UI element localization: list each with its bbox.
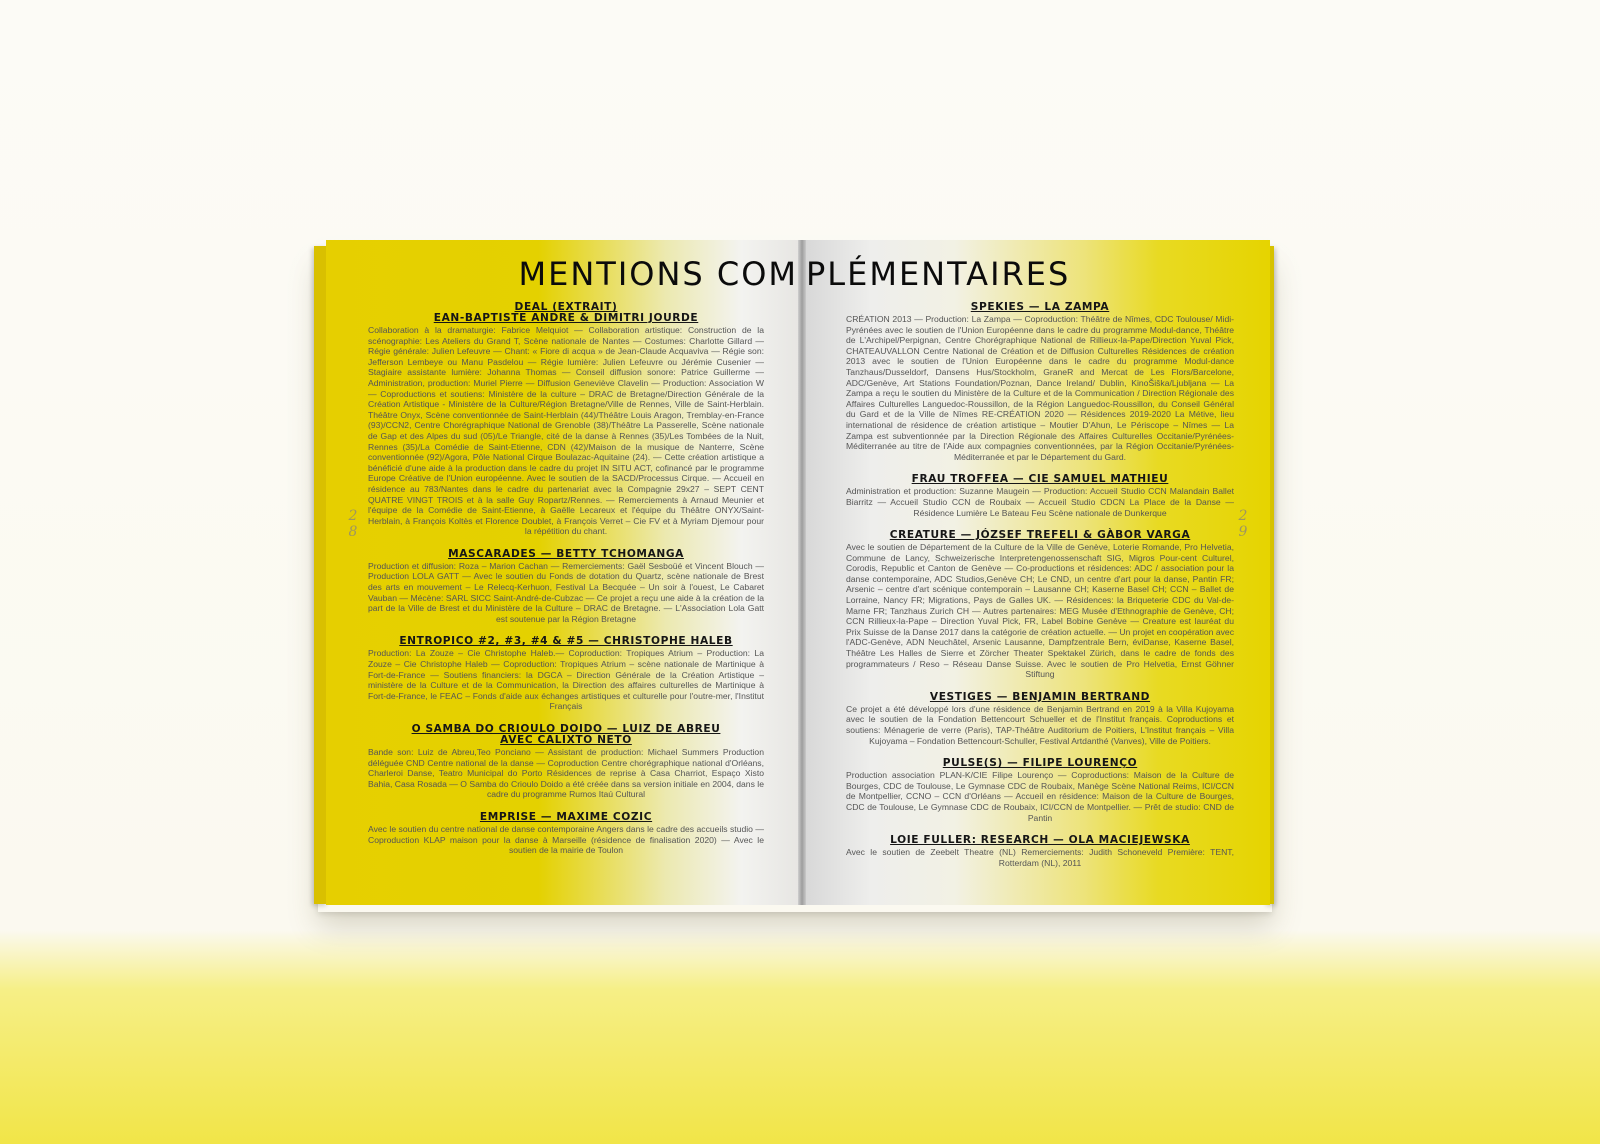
page-number-right	[1236, 508, 1250, 540]
credit-section	[846, 835, 1234, 868]
credit-section	[846, 692, 1234, 746]
section-title: LOIE FULLER: RESEARCH — OLA MACIEJEWSKA	[890, 834, 1190, 847]
credit-section	[368, 812, 764, 856]
section-body: Avec le soutien de Département de la Culture de la Ville de Genève, Loterie Romande, Pro Helvetia, Commune de Lancy, Schweizerische Interpretengenossenschaft SIG, Migros Pour-cent Culturel, Corodis, Republic et Canton de Genève — Co-productions et résidences: ADC / association pour la danse contemporaine, ADC Studios,Genève CH; Le CND, un centre d'art pour la danse, Pantin FR; Arsenic – centre d'art scénique contemporain – Lausanne CH; Kaserne Basel CH; CCN – Ballet de Lorraine, Nancy FR; Migrations, Pays de Galles UK. — Résidences: la Briqueterie CDC du Val-de-Marne FR; Tanzhaus Zurich CH — Autres partenaires: MEG Musée d'Ethnographie de Genève, CH; CCN Rillieux-la-Pape – Direction Yuval Pick, FR, Label Bobine Genève — Creature est lauréat du Prix Suisse de la Danse 2017 dans la catégorie de création actuelle. — Un projet en coopération avec l'ADC-Genève, ADN Neuchâtel, Arsenic Lausanne, Dampfzentrale Bern, éviDanse, Kaserne Basel, Théâtre Les Halles de Sierre et Zörcher Theater Spektakel Zürich, dans le cadre de fonds des programmateurs / Reso – Réseau Danse Suisse. Avec le soutien de Pro Helvetia, Ernst Göhner Stiftung	[846, 542, 1234, 680]
right-credits-column	[846, 302, 1234, 880]
section-body: Bande son: Luiz de Abreu,Teo Ponciano — Assistant de production: Michael Summers Production déléguée CND Centre national de la danse — Coproduction Centre chorégraphique national d'Orléans, Charleroi Danse, Teatro Municipal do Porto Résidences de reprise à Casa Charriot, Espaço Xisto Bahia, Casa Rosada — O Samba do Crioulo Doido a été créée dans sa version initiale en 2004, dans le cadre du programme Rumos Itaú Cultural	[368, 747, 764, 800]
section-body: Production et diffusion: Roza – Marion Cachan — Remerciements: Gaël Sesboüé et Vincent Blouch — Production LOLA GATT — Avec le soutien du Fonds de dotation du Quartz, scène nationale de Brest des arts en mouvement – Le Relecq-Kerhuon, Festival La Becquée – Un soir à l'ouest, Le Cabaret Vauban — Mécène: SARL SICC Saint-André-de-Cubzac — Ce projet a reçu une aide à la création de la part de la Ville de Brest et du Ministère de la Culture – DRAC de Bretagne. — L'Association Lola Gatt est soutenue par la Région Bretagne	[368, 560, 764, 624]
page-number-digit: 2	[348, 508, 358, 524]
section-title: O SAMBA DO CRIOULO DOIDO — LUIZ DE ABREU	[411, 723, 721, 735]
section-title: CREATURE — JÓZSEF TREFELI & GÀBOR VARGA	[889, 529, 1191, 542]
section-body: Production: La Zouze – Cie Christophe Haleb.— Coproduction: Tropiques Atrium – Production: La Zouze – Cie Christophe Haleb — Coproduction: Tropiques Atrium – scène nationale de Martinique à Fort-de-France — Soutiens financiers: la DGCA – Direction Générale de la Création Artistique – ministère de la Culture et de la Communication, la Direction des affaires culturelles de Martinique à Fort-de-France, le FEAC – Fonds d'aide aux échanges artistiques et culturelle pour l'outre-mer, l'Institut Français	[368, 648, 764, 712]
credit-section	[368, 636, 764, 712]
section-body: Production association PLAN-K/CIE Filipe Lourenço — Coproductions: Maison de la Culture de Bourges, CDC de Toulouse, Le Gymnase CDC de Roubaix, Manège Scène National Reims, ICI/CCN de Montpellier, CCNO – CCN d'Orléans — Accueil en résidence: Maison de la Culture de Bourges, CDC de Toulouse, Le Gymnase CDC de Roubaix, ICI/CCN de Montpellier. — Prêt de studio: CND de Pantin	[846, 770, 1234, 823]
page-title-left: MENTIONS COM	[518, 255, 798, 293]
credit-section	[368, 724, 764, 800]
page-number-left	[346, 508, 360, 540]
section-title: EMPRISE — MAXIME COZIC	[479, 810, 653, 823]
open-booklet	[314, 240, 1274, 905]
right-page	[806, 240, 1270, 905]
page-number-digit: 2	[1238, 508, 1248, 524]
left-credits-column	[368, 302, 764, 868]
section-body: CRÉATION 2013 — Production: La Zampa — Coproduction: Théâtre de Nîmes, CDC Toulouse/ Midi- Pyrénées avec le soutien de l'Union Européenne dans le cadre du programme Modul-dance, Théâtre de L'Archipel/Perpignan, Centre Chorégraphique National de Rillieux-la-Pape/Direction Yuval Pick, CHATEAUVALLON Centre National de Création et de Diffusion Culturelles Résidences de création 2013 avec le soutien de l'Union Européenne dans le cadre du programme Modul-dance Tanzhaus/Dusseldorf, Dansens Hus/Stockholm, GraneR and Mercat de Les Flors/Barcelone, ADC/Genève, Art Stations Foundation/Poznan, Dance Ireland/ Dublin, KinoŠiška/Ljubljana — La Zampa a reçu le soutien du Ministère de la Culture et de la Communication / Direction Régionale des Affaires Culturelles Languedoc-Roussillon, de la Région Languedoc-Roussillon, du Conseil Général du Gard et de la Ville de Nîmes RE-CRÉATION 2020 — Résidences 2019-2020 La Métive, lieu international de résidence de création artistique – Moutier D'Ahun, Le Périscope – Nîmes — La Zampa est subventionnée par la Direction Régionale des Affaires Culturelles Occitanie/Pyrénées-Méditerranée au titre de l'Aide aux compagnies conventionnées, par la Région Occitanie/Pyrénées-Méditerranée et par le Département du Gard.	[846, 314, 1234, 462]
section-title: SPEKIES — LA ZAMPA	[970, 301, 1110, 313]
section-body: Ce projet a été développé lors d'une résidence de Benjamin Bertrand en 2019 à la Villa Kujoyama avec le soutien de la Fondation Bettencourt Schueller et de l'Institut français. Coproductions et soutiens: Ménagerie de verre (Paris), TAP-Théâtre Auditorium de Poitiers, L'Institut français – Villa Kujoyama – Fondation Bettencourt-Schuller, Festival Artdanthé (Vanves), Ville de Poitiers.	[846, 703, 1234, 746]
page-number-digit: 9	[1238, 524, 1248, 540]
left-page	[326, 240, 798, 905]
credit-section	[846, 530, 1234, 680]
section-title: ENTROPICO #2, #3, #4 & #5 — CHRISTOPHE HALEB	[399, 635, 733, 648]
section-title: PULSE(S) — FILIPE LOURENÇO	[942, 757, 1138, 770]
credit-section	[368, 549, 764, 625]
section-body: Collaboration à la dramaturgie: Fabrice Melquiot — Collaboration artistique: Construction de la scénographie: Les Ateliers du Grand T, Scène nationale de Nantes — Costumes: Charlotte Gillard — Régie générale: Julien Lefeuvre — Chant: « Fiore di acqua » de Jean-Claude Acquaviva — Régie son: Jefferson Lembeye ou Manu Pasdelou — Régie lumière: Julien Lefeuvre ou Jérémie Cusenier — Stagiaire assistante lumière: Johanna Thomas — Conseil diffusion sonore: Patrice Guillerme — Administration, production: Muriel Pierre — Diffusion Geneviève Clavelin — Production: Association W — Coproductions et soutiens: Ministère de la culture – DRAC de Bretagne/Direction Générale de la Création Artistique - Ministère de la Culture/Région Bretagne/Ville de Rennes, Ville de Saint-Herblain. Théâtre Onyx, Scène conventionnée de Saint-Herblain (44)/Théâtre Louis Aragon, Tremblay-en-France (93)/CCN2, Centre Chorégraphique National de Grenoble (38)/Théâtre La Passerelle, Scène nationale de Gap et des Alpes du sud (05)/Le Triangle, cité de la danse à Rennes (35)/Les Tombées de la Nuit, Rennes (35)/La Comédie de Saint-Etienne, CDN (42)/Maison de la musique de Nanterre, Scène conventionnée (92)/Agora, Pôle National Cirque Boulazac-Aquitaine (24). — Cette création artistique a bénéficié d'une aide à la production dans le cadre du projet IN SITU ACT, cofinancé par le programme Europe Créative de l'Union européenne. Avec le soutien de la SACD/Processus Cirque. — Accueil en résidence au 783/Nantes dans le cadre du partenariat avec la Compagnie 29x27 – SEPT CENT QUATRE VINGT TROIS et à la salle Guy Ropartz/Rennes. — Remerciements à Arnaud Meunier et l'équipe de la Comédie de Saint-Etienne, à Gaëlle Lecareux et l'équipe du Théâtre ONYX/Saint-Herblain, à François Koltès et Florence Doublet, à François Verret – Cie FV et à Myriam Djemour pour la répétition du chant.	[368, 325, 764, 537]
section-subtitle: EAN-BAPTISTE ANDRE & DIMITRI JOURDE	[433, 312, 699, 324]
section-title: MASCARADES — BETTY TCHOMANGA	[448, 547, 684, 560]
credit-section	[846, 474, 1234, 518]
section-body: Avec le soutien de Zeebelt Theatre (NL) Remerciements: Judith Schoneveld Première: TENT, Rotterdam (NL), 2011	[846, 847, 1234, 868]
section-title: FRAU TROFFEA — CIE SAMUEL MATHIEU	[911, 473, 1169, 486]
credit-section	[368, 302, 764, 537]
page-title-right: PLÉMENTAIRES	[806, 255, 1071, 293]
booklet-gutter	[798, 240, 806, 905]
section-body: Avec le soutien du centre national de danse contemporaine Angers dans le cadre des accueils studio — Coproduction KLAP maison pour la danse à Marseille (résidence de finalisation 2020) — Avec le soutien de la mairie de Toulon	[368, 823, 764, 856]
section-body: Administration et production: Suzanne Maugein — Production: Accueil Studio CCN Malandain Ballet Biarritz — Accueil Studio CCN de Roubaix — Accueil Studio CDCN La Place de la Danse — Résidence Lumière Le Bateau Feu Scène nationale de Dunkerque	[846, 486, 1234, 518]
section-subtitle: AVEC CALIXTO NETO	[500, 734, 632, 746]
credit-section	[846, 758, 1234, 823]
page-number-digit: 8	[348, 524, 358, 540]
credit-section	[846, 302, 1234, 462]
section-title: VESTIGES — BENJAMIN BERTRAND	[929, 690, 1151, 703]
section-title: DEAL (EXTRAIT)	[514, 301, 618, 313]
